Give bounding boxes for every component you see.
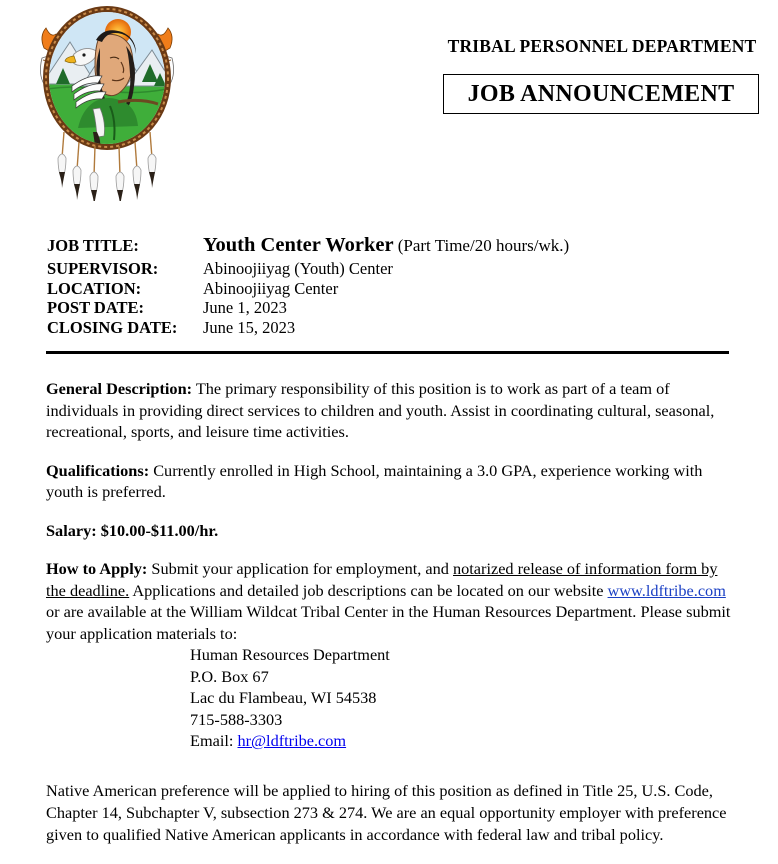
address-line-department: Human Resources Department bbox=[190, 645, 390, 664]
job-title-text: Youth Center Worker bbox=[203, 234, 394, 256]
label-post-date: POST DATE: bbox=[47, 298, 145, 317]
text-how-to-apply-part1: Submit your application for employment, and bbox=[147, 559, 453, 578]
label-email: Email: bbox=[190, 731, 238, 750]
department-title: TRIBAL PERSONNEL DEPARTMENT bbox=[447, 36, 757, 56]
section-divider-rule bbox=[46, 351, 729, 354]
label-qualifications: Qualifications: bbox=[46, 460, 150, 480]
text-qualifications: Currently enrolled in High School, maintaining a 3.0 GPA, experience working with youth is preferred. bbox=[46, 460, 703, 501]
address-block bbox=[46, 644, 732, 752]
paragraph-native-american-preference: Native American preference will be applied to hiring of this position as defined in Title 25, U.S. Code, Chapter 14, Subchapter V, subsection 273 & 274. We are an equal opportunity employer with preference given to qualified Native American applicants in accordance with federal law and tribal policy. bbox=[46, 781, 727, 844]
detail-row-post-date bbox=[47, 298, 737, 318]
address-line-city-state-zip: Lac du Flambeau, WI 54538 bbox=[190, 688, 377, 707]
detail-row-closing-date bbox=[47, 318, 737, 338]
label-salary: Salary: bbox=[46, 520, 97, 540]
label-how-to-apply: How to Apply: bbox=[46, 559, 148, 578]
value-supervisor: Abinoojiiyag (Youth) Center bbox=[203, 259, 393, 278]
paragraph-qualifications bbox=[46, 460, 732, 503]
address-line-email bbox=[190, 730, 732, 752]
job-title-hours: (Part Time/20 hours/wk.) bbox=[397, 236, 570, 255]
label-general-description: General Description: bbox=[46, 379, 193, 398]
paragraph-how-to-apply bbox=[46, 558, 732, 644]
text-how-to-apply-part2: Applications and detailed job descriptions can be located on our website bbox=[129, 580, 608, 600]
email-link[interactable]: hr@ldftribe.com bbox=[237, 731, 347, 750]
value-post-date: June 1, 2023 bbox=[203, 298, 287, 317]
job-announcement-box bbox=[443, 74, 759, 114]
document-header bbox=[0, 0, 778, 215]
detail-row-supervisor bbox=[47, 259, 737, 279]
label-job-title: JOB TITLE: bbox=[47, 236, 139, 255]
detail-row-location bbox=[47, 279, 737, 299]
detail-row-job-title bbox=[47, 234, 737, 259]
tribal-seal-dreamcatcher-logo bbox=[22, 6, 192, 201]
document-body bbox=[46, 378, 732, 752]
label-closing-date: CLOSING DATE: bbox=[47, 317, 178, 337]
text-notarized-release-underlined: notarized release of information form by the deadline. bbox=[46, 559, 718, 600]
address-line-phone: 715-588-3303 bbox=[190, 709, 283, 729]
value-closing-date: June 15, 2023 bbox=[203, 317, 296, 337]
value-job-title bbox=[203, 234, 569, 257]
job-announcement-title: JOB ANNOUNCEMENT bbox=[467, 80, 735, 107]
paragraph-general-description bbox=[46, 378, 732, 443]
value-salary: $10.00-$11.00/hr. bbox=[96, 520, 219, 540]
text-general-description: The primary responsibility of this position is to work as part of a team of individuals in providing direct services to children and youth. Assist in coordinating cultural, seasonal, recreational, sports, and leisure time activities. bbox=[46, 379, 715, 441]
job-details-table bbox=[47, 234, 737, 337]
website-link[interactable]: www.ldftribe.com bbox=[607, 580, 726, 600]
value-location: Abinoojiiyag Center bbox=[203, 278, 339, 298]
label-location: LOCATION: bbox=[47, 278, 142, 298]
label-supervisor: SUPERVISOR: bbox=[47, 259, 159, 278]
text-how-to-apply-part3: or are available at the William Wildcat Tribal Center in the Human Resources Department. Please submit your application materials to: bbox=[46, 602, 731, 643]
address-line-po-box: P.O. Box 67 bbox=[190, 666, 269, 686]
paragraph-salary bbox=[46, 520, 732, 542]
